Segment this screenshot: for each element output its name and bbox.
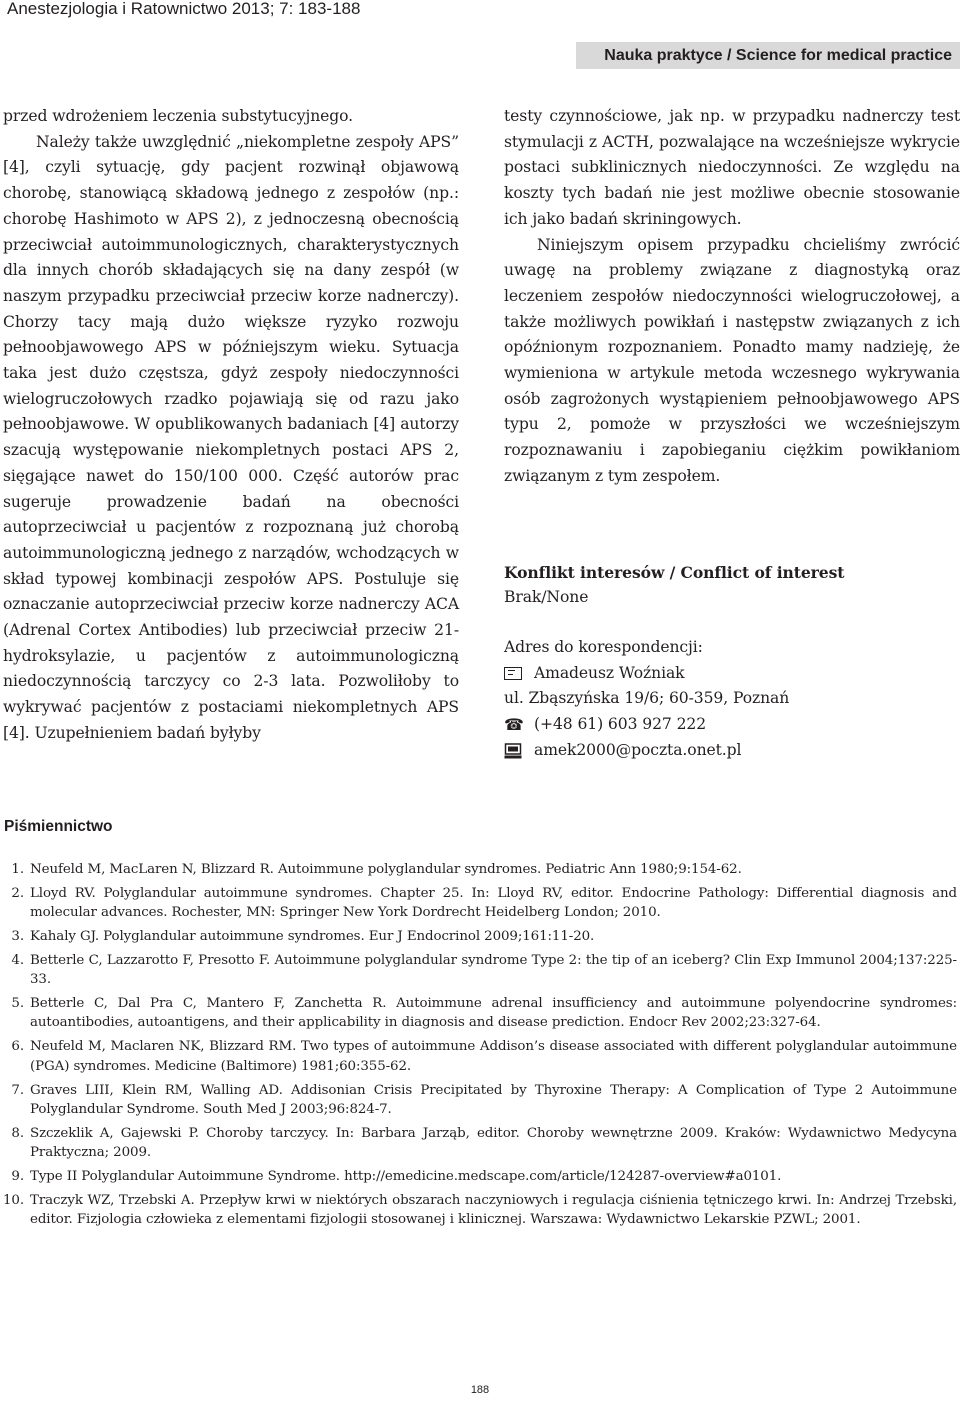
reference-text: Neufeld M, MacLaren N, Blizzard R. Autoimmune polyglandular syndromes. Pediatric Ann 1980;9:154-62. [30,862,742,877]
reference-item [0,951,960,990]
reference-number: 9. [11,1168,24,1184]
reference-text: Type II Polyglandular Autoimmune Syndrome. http://emedicine.medscape.com/article/124287-overview#a0101. [30,1168,782,1184]
reference-number: 1. [11,862,24,877]
reference-number: 6. [11,1039,24,1055]
reference-number: 3. [11,929,24,945]
correspondence-heading: Adres do korespondencji: [504,637,703,656]
reference-number: 2. [11,885,24,901]
reference-item [0,994,960,1033]
reference-number: 7. [11,1082,24,1098]
reference-item [0,1124,960,1163]
reference-item [0,1037,960,1076]
left-column [3,104,459,747]
reference-item [0,860,960,879]
paragraph: Niniejszym opisem przypadku chcieliśmy zwrócić uwagę na problemy związane z diagnostyką oraz leczeniem zespołów niedoczynności wielogruczołowej, a także możliwych powikłań i następstw związanych z ich opóźnionym rozpoznaniem. Ponadto mamy nadzieję, że wymieniona w artykule metoda wczesnego wykrywania osób zagrożonych wystąpieniem pełnoobjawowego APS typu 2, pomoże w przyszłości we wcześniejszym rozpoznawaniu i zapobieganiu ciężkim powikłaniom związanym z tym zespołem. [504,235,960,485]
reference-text: Betterle C, Dal Pra C, Mantero F, Zanchetta R. Autoimmune adrenal insufficiency and autoimmune polyendocrine syndromes: autoantibodies, autoantigens, and their applicability in diagnosis and disease prediction. Endocr Rev 2002;23:327-64. [30,996,957,1031]
contact-street: ul. Zbąszyńska 19/6; 60-359, Poznań [504,689,790,708]
right-column [504,104,960,763]
page-number: 188 [470,1384,490,1396]
contact-phone: (+48 61) 603 927 222 [534,715,707,734]
contact-email[interactable]: amek2000@poczta.onet.pl [534,740,742,759]
reference-list [0,860,960,1234]
reference-text: Kahaly GJ. Polyglandular autoimmune syndromes. Eur J Endocrinol 2009;161:11-20. [30,929,595,945]
contact-phone-line [504,712,960,738]
reference-item [0,1191,960,1230]
telephone-icon: ☎ [504,714,524,734]
computer-icon [504,742,526,760]
paragraph: przed wdrożeniem leczenia substytucyjnego. [3,107,354,125]
section-banner: Nauka praktyce / Science for medical practice [576,42,960,69]
bibliography-heading: Piśmiennictwo [4,818,113,835]
contact-name: Amadeusz Woźniak [534,663,685,682]
reference-text: Betterle C, Lazzarotto F, Presotto F. Autoimmune polyglandular syndrome Type 2: the tip of an iceberg? Clin Exp Immunol 2004;137:225-33. [30,952,957,988]
reference-number: 10. [3,1192,24,1208]
conflict-of-interest-value: Brak/None [504,588,589,607]
reference-item [0,884,960,923]
reference-text: Graves LIII, Klein RM, Walling AD. Addisonian Crisis Precipitated by Thyroxine Therapy: A Complication of Type 2 Autoimmune Polyglandular Syndrome. South Med J 2003;96:824-7. [30,1082,957,1117]
conflict-of-interest-heading: Konflikt interesów / Conflict of interest [504,562,845,582]
reference-item [0,1167,960,1186]
reference-number: 5. [11,996,24,1012]
reference-item [0,1081,960,1120]
reference-number: 8. [11,1125,24,1141]
reference-text: Lloyd RV. Polyglandular autoimmune syndromes. Chapter 25. In: Lloyd RV, editor. Endocrine Pathology: Differential diagnosis and molecular advances. Rochester, MN: Springer New York Dordrecht Heidelberg London; 2010. [30,885,957,921]
paragraph: Należy także uwzględnić „niekompletne zespoły APS” [4], czyli sytuację, gdy pacjent rozwinął objawową chorobę, stanowiącą składową jednego z zespołów (np.: chorobę Hashimoto w APS 2), z jednoczesną obecnością przeciwciał autoimmunologicznych, charakterystycznych dla innych chorób składających się na dany zespół (w naszym przypadku przeciwciał przeciw korze nadnerczy). Chorzy tacy mają dużo większe ryzyko rozwoju pełnoobjawowego APS w późniejszym wieku. Sytuacja taka jest dużo częstsza, gdyż zespoły niedoczynności wielogruczołowych rzadko pojawiają się od razu jako pełnoobjawowe. W opublikowanych badaniach [4] autorzy szacują występowanie niekompletnych postaci APS 2, sięgające nawet do 150/100 000. Część autorów prac sugeruje prowadzenie badań na obecności autoprzeciwciał u pacjentów z rozpoznaną już chorobą autoimmunologiczną jednego z narządów, wchodzących w skład typowej kombinacji zespołów APS. Postuluje się oznaczanie autoprzeciwciał przeciw korze nadnerczy ACA (Adrenal Cortex Antibodies) lub przeciwciał przeciw 21-hydroksylazie, u pacjentów z autoimmunologiczną niedoczynnością tarczycy co 2-3 lata. Pozwoliłoby to wykrywać pacjentów z postaciami niekompletnych APS [4]. Uzupełnieniem badań byłyby [3,132,459,742]
contact-name-line [504,661,960,687]
reference-text: Neufeld M, Maclaren NK, Blizzard RM. Two types of autoimmune Addison’s disease associated with different polyglandular autoimmune (PGA) syndromes. Medicine (Baltimore) 1981;60:355-62. [30,1039,957,1074]
paragraph: testy czynnościowe, jak np. w przypadku nadnerczy test stymulacji z ACTH, pozwalające na wcześniejsze wykrycie postaci subklinicznych niedoczynności. Ze względu na koszty tych badań nie jest możliwe obecnie stosowanie ich jako badań skriningowych. [504,107,960,228]
reference-item [0,927,960,946]
contact-email-line [504,738,960,764]
reference-text: Traczyk WZ, Trzebski A. Przepływ krwi w niektórych obszarach naczyniowych i regulacja ciśnienia tętniczego krwi. In: Andrzej Trzebski, editor. Fizjologia człowieka z elementami fizjologii stosowanej i klinicznej. Warszawa: Wydawnictwo Lekarskie PZWL; 2001. [30,1192,957,1228]
envelope-icon [504,665,526,683]
journal-header: Anestezjologia i Ratownictwo 2013; 7: 183-188 [7,0,361,18]
reference-text: Szczeklik A, Gajewski P. Choroby tarczycy. In: Barbara Jarząb, editor. Choroby wewnętrzne 2009. Kraków: Wydawnictwo Medycyna Praktyczna; 2009. [30,1125,957,1161]
reference-number: 4. [11,952,24,968]
